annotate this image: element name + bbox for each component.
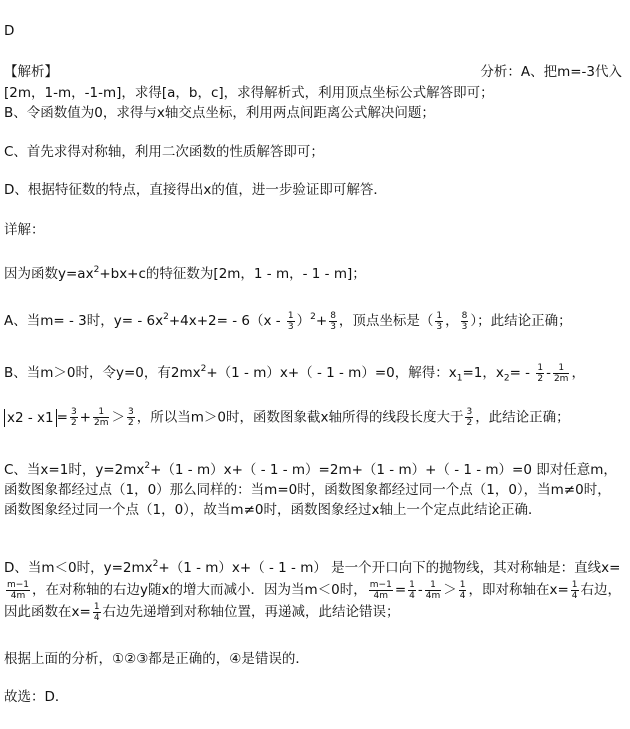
analysis-intro: 分析：A、把m=-3代入 (480, 64, 622, 80)
fraction: $\frac{m-1}{4m}$ (7, 579, 30, 601)
detail-option-d: D、当m＜0时，$y=2mx^2+(1 - m)x+( - 1 - m)$ 是一个开口向下的抛物线，其对称轴是：直线x= $\frac{m-1}{4m}$ ，在对称轴的右边y随x的增大而减小．因为当m＜0时， $\frac{m-1}{4m}$ = $\frac{1}{4}$ - $\frac{1}{4m}$ ＞ $\frac{1}{4}$ ，即对称轴在x= $\frac{1}{4}$ 右边，因此函数在x= $\frac{1}{4}$ 右边先递增到对称轴位置，再递减，此结论错误； (4, 559, 622, 623)
fraction: $\frac{8}{3}$ (330, 310, 336, 332)
detail-summary: 根据上面的分析，①②③都是正确的，④是错误的． (4, 651, 309, 667)
fraction: $\frac{1}{2}$ (537, 362, 544, 384)
absolute-value: x2 - x1 (4, 409, 57, 427)
analysis-heading: 【解析】 (4, 64, 58, 80)
analysis-a: [2m，1-m，-1-m]，求得[a，b，c]，求得解析式，利用顶点坐标公式解答即可； (4, 85, 494, 101)
fraction: $\frac{1}{4}$ (93, 601, 100, 623)
analysis-c: C、首先求得对称轴，利用二次函数的性质解答即可； (4, 144, 324, 160)
fraction: $\frac{3}{2}$ (466, 407, 473, 428)
fraction: $\frac{3}{2}$ (70, 407, 77, 428)
detail-option-b-line1: B、当m＞0时，令y=0，有$2mx^2+(1 - m)x+( - 1 - m)=0$，解得：$x_1=1$，$x_2=$ - $\frac{1}{2}$ - $\frac{1}{2m}$ ， (4, 362, 585, 384)
detail-option-a: A、当m= - 3时，$y= - 6x^2+4x+2= - 6(x$ - $\frac{1}{3}$ ）$^2$+ $\frac{8}{3}$ ，顶点坐标是（ $\frac{1}{3}$ ， $\frac{8}{3}$ ）；此结论正确； (4, 310, 572, 332)
fraction: $\frac{1}{3}$ (436, 310, 443, 332)
fraction: $\frac{1}{4}$ (409, 579, 415, 601)
analysis-d: D、根据特征数的特点，直接得出x的值，进一步验证即可解答． (4, 182, 387, 198)
detail-option-c: C、当x=1时，$y=2mx^2+(1 - m)x+( - 1 - m)=2m+(1 - m)+( - 1 - m)=0$ 即对任意m，函数图象都经过点（1，0）那么同样的：当m=0时，函数图象都经过同一个点（1，0），当m≠0时，函数图象经过同一个点（1，0），故当m≠0时，函数图象经过x轴上一个定点此结论正确． (4, 461, 617, 518)
fraction: $\frac{1}{3}$ (287, 310, 294, 332)
detail-conclusion: 故选：D． (4, 689, 69, 705)
fraction: $\frac{m-1}{4m}$ (369, 579, 392, 601)
fraction: $\frac{1}{4m}$ (425, 579, 441, 601)
fraction: $\frac{1}{4}$ (571, 579, 578, 601)
answer-label: D (4, 23, 15, 39)
analysis-b: B、令函数值为0，求得与x轴交点坐标，利用两点间距离公式解决问题； (4, 105, 435, 121)
fraction: $\frac{1}{2m}$ (553, 362, 569, 384)
detail-intro: 因为函数$y=ax^2+bx+c$的特征数为[2m，1 - m，- 1 - m]； (4, 265, 366, 282)
detail-option-b-line2: x2 - x1 = $\frac{3}{2}$ + $\frac{1}{2m}$ ＞ $\frac{3}{2}$ ，所以当m＞0时，函数图象截x轴所得的线段长度大于 $\frac{3}{2}$ ，此结论正确； (4, 407, 624, 428)
detail-heading: 详解： (4, 222, 45, 238)
fraction: $\frac{3}{2}$ (127, 407, 134, 428)
fraction: $\frac{1}{4}$ (459, 579, 466, 601)
fraction: $\frac{8}{3}$ (461, 310, 468, 332)
fraction: $\frac{1}{2m}$ (93, 407, 109, 428)
